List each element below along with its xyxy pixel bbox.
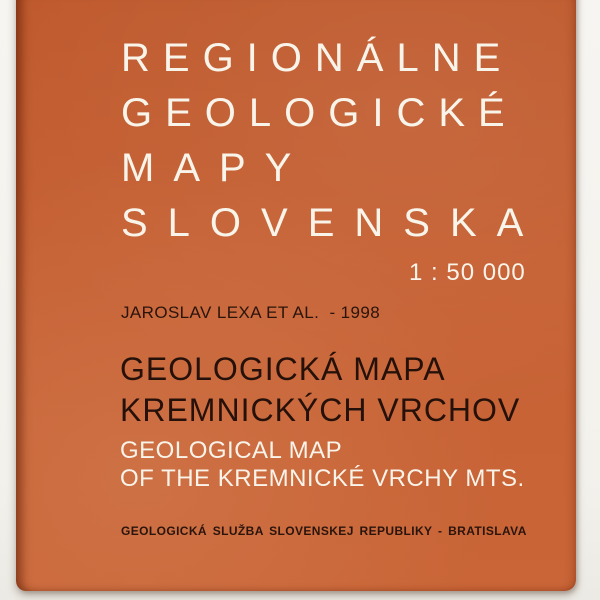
series-title-line-4: SLOVENSKA xyxy=(121,201,544,245)
map-title-english xyxy=(120,437,525,493)
series-title-line-3: MAPY xyxy=(121,146,311,190)
scale-label: 1 : 50 000 xyxy=(409,259,526,286)
authors-line: JAROSLAV LEXA ET AL. - 1998 xyxy=(121,303,381,322)
map-title-sk-line-1: GEOLOGICKÁ MAPA xyxy=(120,351,446,387)
map-title-slovak xyxy=(120,349,520,431)
series-title-line-1: REGIONÁLNE xyxy=(121,36,514,80)
map-title-en-line-1: GEOLOGICAL MAP xyxy=(120,437,343,464)
map-title-sk-line-2: KREMNICKÝCH VRCHOV xyxy=(120,392,521,428)
map-cover xyxy=(16,0,576,591)
publisher-line: GEOLOGICKÁ SLUŽBA SLOVENSKEJ REPUBLIKY - BRATISLAVA xyxy=(121,524,527,538)
series-title xyxy=(121,31,543,251)
map-title-en-line-2: OF THE KREMNICKÉ VRCHY MTS. xyxy=(120,465,525,492)
series-title-line-2: GEOLOGICKÉ xyxy=(121,91,518,135)
